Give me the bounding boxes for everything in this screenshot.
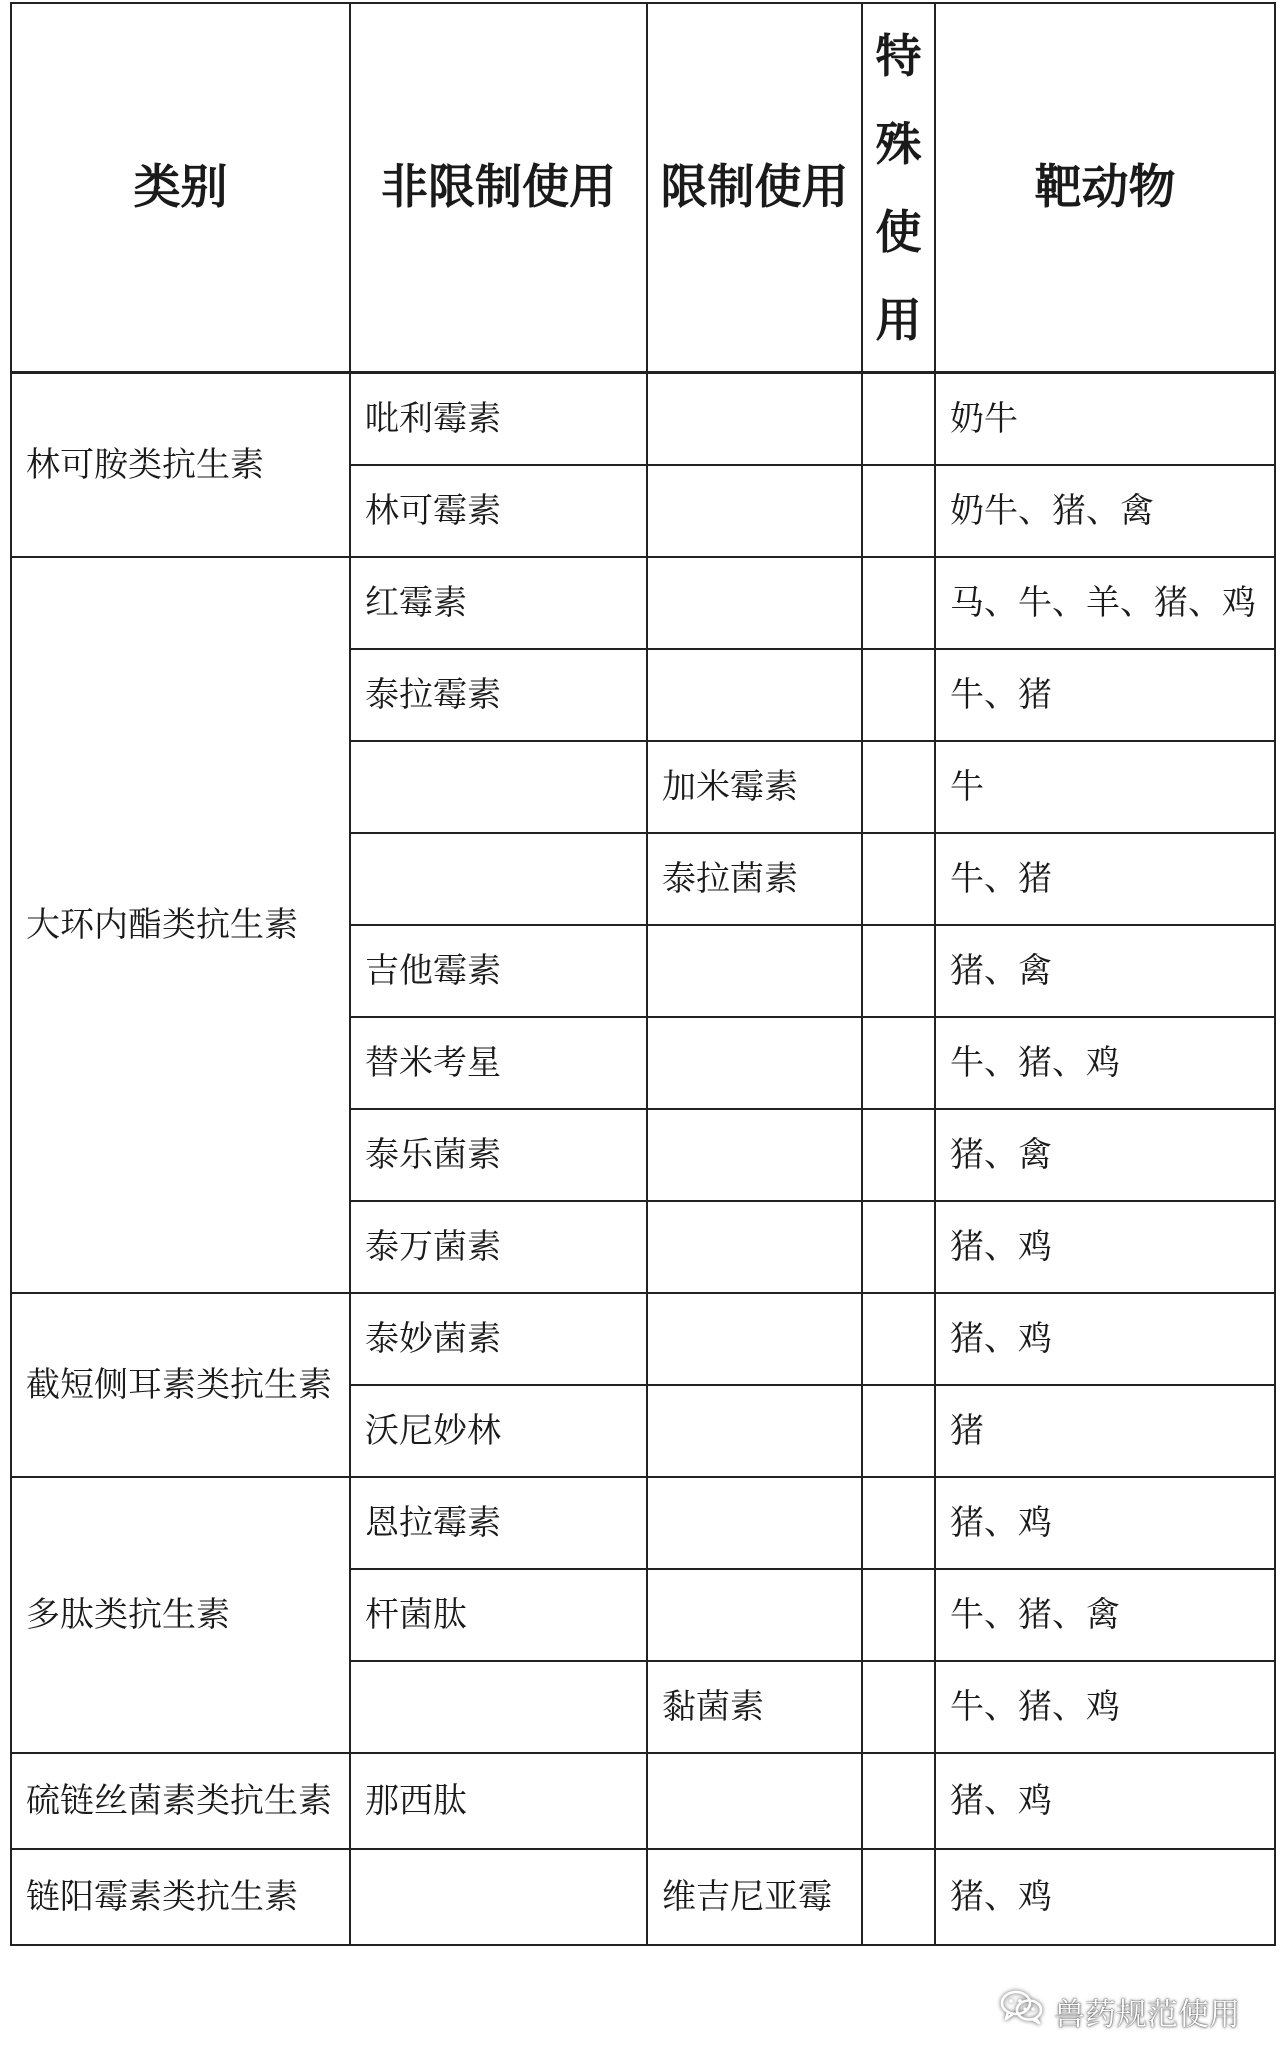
unrestricted-cell: 红霉素 xyxy=(350,557,647,649)
unrestricted-cell: 泰万菌素 xyxy=(350,1201,647,1293)
wechat-icon xyxy=(1000,1989,1044,2033)
antibiotic-usage-table xyxy=(10,2,1276,1946)
target-cell: 猪、禽 xyxy=(935,1109,1275,1201)
target-cell: 猪、禽 xyxy=(935,925,1275,1017)
special-cell xyxy=(862,1661,935,1753)
header-target: 靶动物 xyxy=(935,3,1275,373)
restricted-cell: 黏菌素 xyxy=(647,1661,862,1753)
target-cell: 猪、鸡 xyxy=(935,1849,1275,1945)
special-cell xyxy=(862,557,935,649)
category-cell: 截短侧耳素类抗生素 xyxy=(11,1293,350,1477)
target-cell: 牛、猪、鸡 xyxy=(935,1661,1275,1753)
special-cell xyxy=(862,1569,935,1661)
special-cell xyxy=(862,465,935,557)
special-cell xyxy=(862,833,935,925)
unrestricted-cell: 那西肽 xyxy=(350,1753,647,1849)
category-cell: 大环内酯类抗生素 xyxy=(11,557,350,1293)
restricted-cell: 泰拉菌素 xyxy=(647,833,862,925)
restricted-cell: 加米霉素 xyxy=(647,741,862,833)
target-cell: 牛、猪 xyxy=(935,833,1275,925)
table-row xyxy=(11,1753,1275,1849)
restricted-cell xyxy=(647,1109,862,1201)
unrestricted-cell: 沃尼妙林 xyxy=(350,1385,647,1477)
header-restricted: 限制使用 xyxy=(647,3,862,373)
watermark xyxy=(1000,1991,1240,2031)
unrestricted-cell: 泰妙菌素 xyxy=(350,1293,647,1385)
table-body xyxy=(11,373,1275,1946)
target-cell: 猪、鸡 xyxy=(935,1201,1275,1293)
restricted-cell xyxy=(647,1385,862,1477)
unrestricted-cell: 泰乐菌素 xyxy=(350,1109,647,1201)
special-cell xyxy=(862,1477,935,1569)
special-cell xyxy=(862,1753,935,1849)
unrestricted-cell xyxy=(350,833,647,925)
restricted-cell xyxy=(647,925,862,1017)
unrestricted-cell: 替米考星 xyxy=(350,1017,647,1109)
unrestricted-cell: 恩拉霉素 xyxy=(350,1477,647,1569)
restricted-cell xyxy=(647,649,862,741)
target-cell: 奶牛 xyxy=(935,373,1275,466)
target-cell: 牛、猪、禽 xyxy=(935,1569,1275,1661)
unrestricted-cell xyxy=(350,1661,647,1753)
restricted-cell xyxy=(647,1017,862,1109)
target-cell: 猪 xyxy=(935,1385,1275,1477)
table-row xyxy=(11,557,1275,649)
target-cell: 猪、鸡 xyxy=(935,1477,1275,1569)
category-cell: 链阳霉素类抗生素 xyxy=(11,1849,350,1945)
target-cell: 奶牛、猪、禽 xyxy=(935,465,1275,557)
target-cell: 猪、鸡 xyxy=(935,1753,1275,1849)
restricted-cell xyxy=(647,465,862,557)
special-cell xyxy=(862,1017,935,1109)
header-row xyxy=(11,3,1275,373)
table-row xyxy=(11,1293,1275,1385)
restricted-cell xyxy=(647,557,862,649)
restricted-cell xyxy=(647,1293,862,1385)
unrestricted-cell xyxy=(350,741,647,833)
header-category: 类别 xyxy=(11,3,350,373)
restricted-cell xyxy=(647,1477,862,1569)
special-cell xyxy=(862,741,935,833)
category-cell: 林可胺类抗生素 xyxy=(11,373,350,558)
special-cell xyxy=(862,373,935,466)
target-cell: 牛、猪 xyxy=(935,649,1275,741)
unrestricted-cell: 泰拉霉素 xyxy=(350,649,647,741)
header-unrestricted: 非限制使用 xyxy=(350,3,647,373)
restricted-cell xyxy=(647,1753,862,1849)
restricted-cell xyxy=(647,373,862,466)
target-cell: 牛 xyxy=(935,741,1275,833)
watermark-text: 兽药规范使用 xyxy=(1054,1996,1240,2033)
category-cell: 硫链丝菌素类抗生素 xyxy=(11,1753,350,1849)
restricted-cell: 维吉尼亚霉 xyxy=(647,1849,862,1945)
special-cell xyxy=(862,649,935,741)
unrestricted-cell: 吡利霉素 xyxy=(350,373,647,466)
unrestricted-cell xyxy=(350,1849,647,1945)
special-cell xyxy=(862,1293,935,1385)
special-cell xyxy=(862,1201,935,1293)
special-cell xyxy=(862,1849,935,1945)
special-cell xyxy=(862,925,935,1017)
table-header xyxy=(11,3,1275,373)
category-cell: 多肽类抗生素 xyxy=(11,1477,350,1753)
target-cell: 牛、猪、鸡 xyxy=(935,1017,1275,1109)
restricted-cell xyxy=(647,1201,862,1293)
table-row xyxy=(11,1477,1275,1569)
restricted-cell xyxy=(647,1569,862,1661)
table-row xyxy=(11,1849,1275,1945)
table-row xyxy=(11,373,1275,466)
unrestricted-cell: 吉他霉素 xyxy=(350,925,647,1017)
unrestricted-cell: 林可霉素 xyxy=(350,465,647,557)
target-cell: 猪、鸡 xyxy=(935,1293,1275,1385)
header-special: 特殊使用 xyxy=(862,3,935,373)
special-cell xyxy=(862,1385,935,1477)
special-cell xyxy=(862,1109,935,1201)
unrestricted-cell: 杆菌肽 xyxy=(350,1569,647,1661)
target-cell: 马、牛、羊、猪、鸡 xyxy=(935,557,1275,649)
